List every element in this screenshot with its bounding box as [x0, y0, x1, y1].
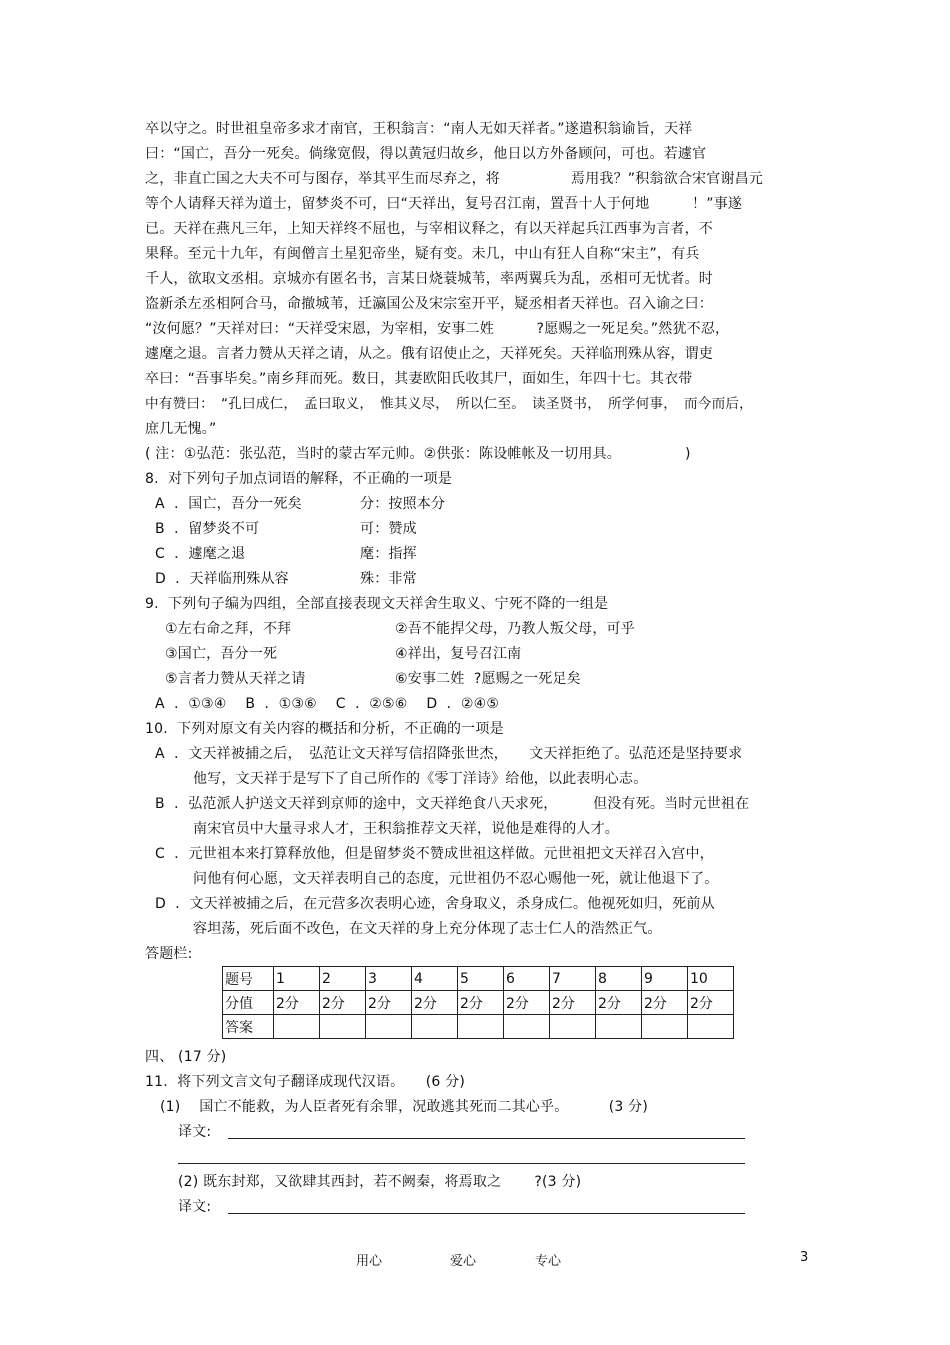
footer-text-left: 用心: [356, 1254, 383, 1269]
passage-line: 卒曰：“吾事毕矣。”南乡拜而死。数日，其妻欧阳氏收其尸，面如生，年四十七。其衣带: [145, 371, 693, 387]
passage-line: 已。天祥在燕凡三年，上知天祥终不屈也，与宰相议释之，有以天祥起兵江西事为言者，不: [145, 221, 713, 237]
q10-option-a: A ．文天祥被捕之后， 弘范让文天祥写信招降张世杰， 文天祥拒绝了。弘范还是坚持要求: [155, 746, 743, 762]
translation-label-1: 译文:: [178, 1124, 212, 1140]
answer-table-row-number: [223, 967, 734, 991]
q10-option-c: C ．元世祖本来打算释放他，但是留梦炎不赞成世祖这样做。元世祖把文天祥召入宫中，: [155, 846, 714, 862]
question-number: 5: [458, 967, 504, 991]
passage-line: 等个人请释天祥为道士，留梦炎不可，曰“天祥出，复号召江南，置吾十人于何地 ！”事遂: [145, 196, 743, 212]
passage-line: 中有赞曰： “孔曰成仁， 孟曰取义， 惟其义尽， 所以仁至。 读圣贤书， 所学何事， 而今而后，: [145, 396, 753, 412]
q10-option-c-cont: 问他有何心愿，文天祥表明自己的态度，元世祖仍不忍心赐他一死，就让他退下了。: [193, 871, 719, 887]
q9-item: ④祥出，复号召江南: [395, 646, 522, 662]
score-cell: 2分: [412, 991, 458, 1015]
q9-stem: 9. 下列句子编为四组，全部直接表现文天祥舍生取义、宁死不降的一组是: [145, 596, 609, 612]
q10-option-d-cont: 容坦荡，死后面不改色，在文天祥的身上充分体现了志士仁人的浩然正气。: [193, 921, 662, 937]
answer-cell[interactable]: [320, 1015, 366, 1039]
q8-gloss-c: 麾：指挥: [360, 546, 417, 562]
score-cell: 2分: [688, 991, 734, 1015]
passage-line: 之，非直亡国之大夫不可与图存，举其平生而尽弃之，将 焉用我？”积翁欲合宋官谢昌元: [145, 171, 764, 187]
question-number: 1: [274, 967, 320, 991]
score-cell: 2分: [274, 991, 320, 1015]
question-number: 3: [366, 967, 412, 991]
answer-table: [222, 966, 734, 1039]
row-head: 题号: [223, 967, 274, 991]
translation-label-2: 译文:: [178, 1199, 212, 1215]
score-cell: 2分: [320, 991, 366, 1015]
q11-sentence-2: (2) 既东封郑，又欲肆其西封，若不阙秦，将焉取之 ?(3 分): [178, 1174, 582, 1190]
answer-cell[interactable]: [596, 1015, 642, 1039]
q10-option-b: B ．弘范派人护送文天祥到京师的途中，文天祥绝食八天求死， 但没有死。当时元世祖在: [155, 796, 750, 812]
q8-option-b: B ．留梦炎不可: [155, 521, 260, 537]
row-head: 分值: [223, 991, 274, 1015]
passage-line: 果释。至元十九年，有闽僧言土星犯帝坐，疑有变。未几，中山有狂人自称“宋主”，有兵: [145, 246, 700, 262]
q8-gloss-a: 分：按照本分: [360, 496, 446, 512]
answer-cell[interactable]: [642, 1015, 688, 1039]
q9-item: ⑤言者力赞从天祥之请: [165, 671, 306, 687]
passage-line: “汝何愿？”天祥对曰：“天祥受宋恩，为宰相，安事二姓 ?愿赐之一死足矣。”然犹不忍，: [145, 321, 730, 337]
q10-stem: 10. 下列对原文有关内容的概括和分析，不正确的一项是: [145, 721, 504, 737]
score-cell: 2分: [366, 991, 412, 1015]
answer-sheet-label: 答题栏:: [145, 946, 193, 962]
question-number: 9: [642, 967, 688, 991]
q8-stem: 8. 对下列句子加点词语的解释，不正确的一项是: [145, 471, 453, 487]
row-head: 答案: [223, 1015, 274, 1039]
question-number: 6: [504, 967, 550, 991]
question-number: 8: [596, 967, 642, 991]
q8-option-d: D ．天祥临刑殊从容: [155, 571, 289, 587]
q10-option-a-cont: 他写，文天祥于是写下了自己所作的《零丁洋诗》给他，以此表明心志。: [193, 771, 648, 787]
q8-option-a: A ．国亡，吾分一死矣: [155, 496, 302, 512]
answer-cell[interactable]: [504, 1015, 550, 1039]
passage-line: 千人，欲取文丞相。京城亦有匿名书，言某日烧蓑城苇，率两翼兵为乱，丞相可无忧者。时: [145, 271, 713, 287]
question-number: 2: [320, 967, 366, 991]
q8-gloss-d: 殊：非常: [360, 571, 417, 587]
page-number: 3: [800, 1250, 809, 1265]
question-number: 7: [550, 967, 596, 991]
q8-option-c: C ．遽麾之退: [155, 546, 246, 562]
passage-line: 曰：“国亡，吾分一死矣。倘缘宽假，得以黄冠归故乡，他日以方外备顾问，可也。若遽官: [145, 146, 707, 162]
answer-cell[interactable]: [458, 1015, 504, 1039]
answer-line[interactable]: [178, 1163, 745, 1164]
q9-item: ②吾不能捍父母，乃教人叛父母，可乎: [395, 621, 635, 637]
passage-line: 庶几无愧。”: [145, 421, 217, 437]
answer-line[interactable]: [228, 1213, 745, 1214]
answer-table-row-score: [223, 991, 734, 1015]
passage-line: 盗新杀左丞相阿合马，命撤城苇，迁瀛国公及宋宗室开平，疑丞相者天祥也。召入谕之曰：: [145, 296, 713, 312]
q11-stem: 11. 将下列文言文句子翻译成现代汉语。 (6 分): [145, 1074, 466, 1090]
q9-item: ③国亡，吾分一死: [165, 646, 278, 662]
q9-choices: A ．①③④ B ．①③⑥ C ．②⑤⑥ D ．②④⑤: [155, 696, 500, 712]
section-4-title: 四、 (17 分): [145, 1049, 227, 1065]
answer-cell[interactable]: [366, 1015, 412, 1039]
q9-item: ①左右命之拜，不拜: [165, 621, 292, 637]
score-cell: 2分: [458, 991, 504, 1015]
q11-sentence-1: (1) 国亡不能救，为人臣者死有余罪，况敢逃其死而二其心乎。 (3 分): [160, 1099, 649, 1115]
footer-text-mid: 爱心: [450, 1254, 477, 1269]
note: ( 注：①弘范：张弘范，当时的蒙古军元帅。②供张：陈设帷帐及一切用具。 ): [145, 446, 691, 462]
q10-option-b-cont: 南宋官员中大量寻求人才，王积翁推荐文天祥，说他是难得的人才。: [193, 821, 619, 837]
score-cell: 2分: [596, 991, 642, 1015]
answer-table-row-answer: [223, 1015, 734, 1039]
score-cell: 2分: [642, 991, 688, 1015]
answer-cell[interactable]: [274, 1015, 320, 1039]
question-number: 10: [688, 967, 734, 991]
score-cell: 2分: [550, 991, 596, 1015]
answer-cell[interactable]: [412, 1015, 458, 1039]
question-number: 4: [412, 967, 458, 991]
passage-line: 遽麾之退。言者力赞从天祥之请，从之。俄有诏使止之，天祥死矣。天祥临刑殊从容，谓吏: [145, 346, 713, 362]
q9-item: ⑥安事二姓 ?愿赐之一死足矣: [395, 671, 581, 687]
answer-cell[interactable]: [550, 1015, 596, 1039]
answer-cell[interactable]: [688, 1015, 734, 1039]
q10-option-d: D ．文天祥被捕之后，在元营多次表明心迹，舍身取义，杀身成仁。他视死如归，死前从: [155, 896, 715, 912]
q8-gloss-b: 可：赞成: [360, 521, 417, 537]
passage-line: 卒以守之。时世祖皇帝多求才南官，王积翁言：“南人无如天祥者。”遂遣积翁谕旨，天祥: [145, 121, 693, 137]
score-cell: 2分: [504, 991, 550, 1015]
footer-text-right: 专心: [535, 1254, 562, 1269]
answer-line[interactable]: [228, 1138, 745, 1139]
